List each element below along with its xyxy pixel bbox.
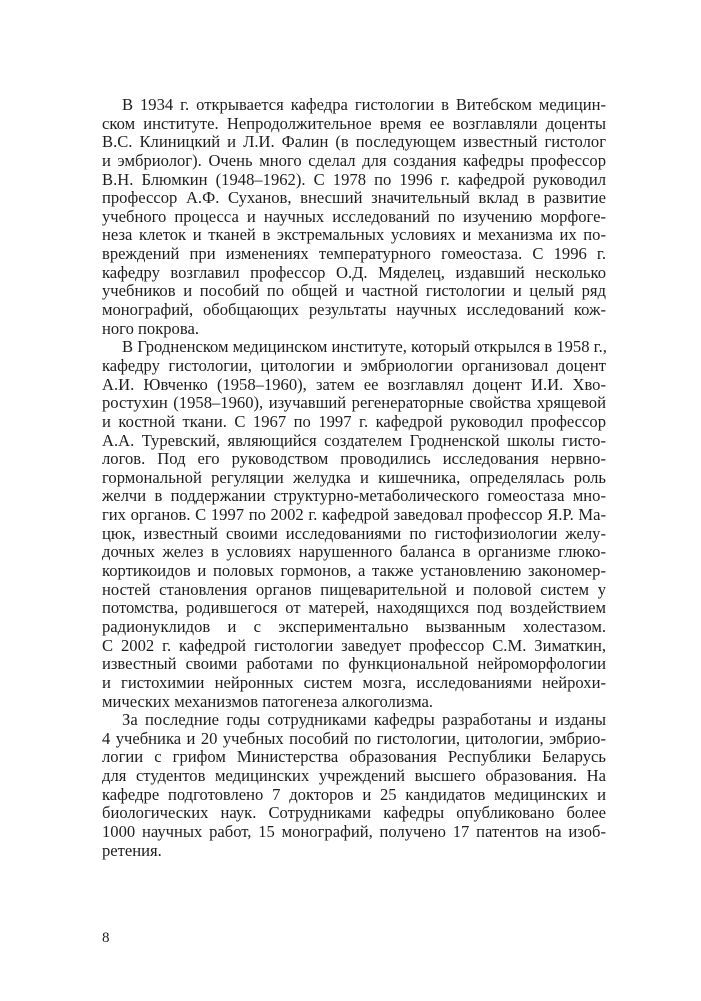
text-line: ного покрова. bbox=[102, 318, 199, 338]
text-line: для студентов медицинских учреждений высшего образования. На bbox=[102, 766, 606, 786]
body-text bbox=[102, 96, 606, 860]
text-line: С 2002 г. кафедрой гистологии заведует профессор С.М. Зиматкин, bbox=[102, 635, 606, 655]
text-line: ретения. bbox=[102, 840, 162, 860]
text-line: А.И. Ювченко (1958–1960), затем ее возглавлял доцент И.И. Хво- bbox=[102, 374, 606, 394]
text-line: профессор А.Ф. Суханов, внесший значительный вклад в развитие bbox=[102, 188, 606, 208]
text-line: кафедру гистологии, цитологии и эмбриологии организовал доцент bbox=[102, 355, 606, 375]
text-line: 4 учебника и 20 учебных пособий по гистологии, цитологии, эмбрио- bbox=[102, 728, 606, 748]
text-line: радионуклидов и с экспериментально вызванным холестазом. bbox=[102, 616, 606, 636]
text-line: гормональной регуляции желудка и кишечника, определялась роль bbox=[102, 467, 606, 487]
text-line: За последние годы сотрудниками кафедры разработаны и изданы bbox=[122, 710, 606, 730]
text-line: мических механизмов патогенеза алкоголизма. bbox=[102, 691, 433, 711]
text-line: желчи в поддержании структурно-метаболического гомеостаза мно- bbox=[102, 486, 606, 506]
text-line: ростухин (1958–1960), изучавший регенераторные свойства хрящевой bbox=[102, 393, 606, 413]
text-line: В Гродненском медицинском институте, который открылся в 1958 г., bbox=[122, 337, 607, 357]
text-line: биологических наук. Сотрудниками кафедры опубликовано более bbox=[102, 803, 606, 823]
text-line: учебников и пособий по общей и частной гистологии и целый ряд bbox=[102, 281, 606, 301]
text-line: вреждений при изменениях температурного гомеостаза. С 1996 г. bbox=[102, 244, 606, 264]
page-number: 8 bbox=[102, 930, 110, 946]
text-line: кортикоидов и половых гормонов, а также установлению закономер- bbox=[102, 561, 606, 581]
text-line: неза клеток и тканей в экстремальных условиях и механизма их по- bbox=[102, 225, 606, 245]
text-line: потомства, родившегося от матерей, находящихся под воздействием bbox=[102, 598, 606, 618]
text-line: А.А. Туревский, являющийся создателем Гродненской школы гисто- bbox=[102, 430, 606, 450]
text-line: В 1934 г. открывается кафедра гистологии в Витебском медицин- bbox=[122, 95, 606, 114]
text-line: кафедру возглавил профессор О.Д. Мяделец, издавший несколько bbox=[102, 262, 606, 282]
text-line: и костной ткани. С 1967 по 1997 г. кафедрой руководил профессор bbox=[102, 411, 606, 431]
paragraph bbox=[102, 711, 606, 860]
text-line: гих органов. С 1997 по 2002 г. кафедрой заведовал профессор Я.Р. Ма- bbox=[102, 505, 606, 525]
text-line: логии с грифом Министерства образования Республики Беларусь bbox=[102, 747, 606, 767]
paragraph bbox=[102, 96, 606, 338]
text-line: и гистохимии нейронных систем мозга, исследованиями нейрохи- bbox=[102, 672, 606, 692]
text-line: и эмбриолог). Очень много сделал для создания кафедры профессор bbox=[102, 150, 606, 170]
text-line: известный своими работами по функциональной нейроморфологии bbox=[102, 654, 606, 674]
text-line: учебного процесса и научных исследований по изучению морфоге- bbox=[102, 206, 606, 226]
text-line: В.Н. Блюмкин (1948–1962). С 1978 по 1996 г. кафедрой руководил bbox=[102, 169, 606, 189]
text-line: логов. Под его руководством проводились исследования нервно- bbox=[102, 449, 606, 469]
text-line: В.С. Клиницкий и Л.И. Фалин (в последующем известный гистолог bbox=[102, 132, 606, 152]
text-line: дочных желез в условиях нарушенного баланса в организме глюко- bbox=[102, 542, 606, 562]
text-line: цюк, известный своими исследованиями по гистофизиологии желу- bbox=[102, 523, 606, 543]
text-line: 1000 научных работ, 15 монографий, получено 17 патентов на изоб- bbox=[102, 821, 606, 841]
text-line: ском институте. Непродолжительное время ее возглавляли доценты bbox=[102, 113, 606, 133]
text-line: кафедре подготовлено 7 докторов и 25 кандидатов медицинских и bbox=[102, 784, 606, 804]
text-line: ностей становления органов пищеварительной и половой систем у bbox=[102, 579, 606, 599]
paragraph bbox=[102, 338, 606, 711]
text-line: монографий, обобщающих результаты научных исследований кож- bbox=[102, 300, 606, 320]
